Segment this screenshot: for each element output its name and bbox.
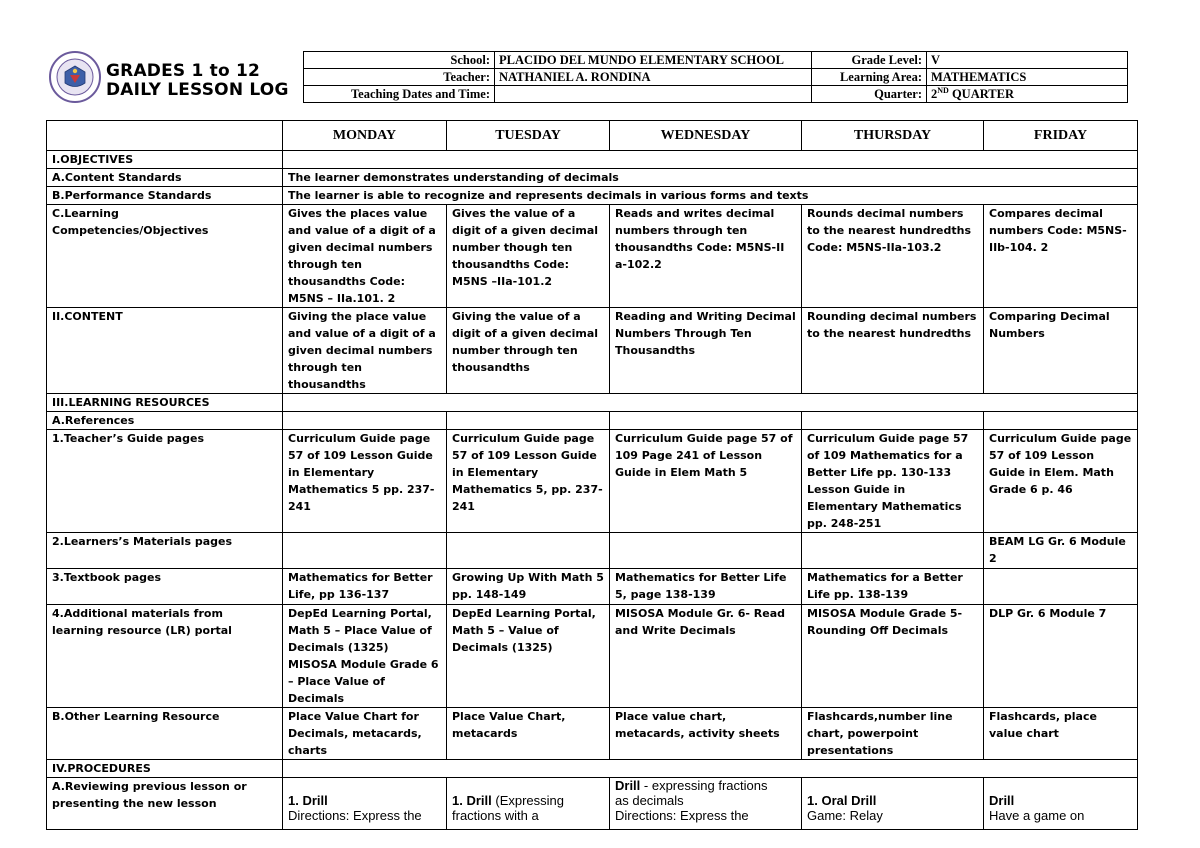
content-standards-row <box>47 169 1138 187</box>
lesson-log-table <box>46 120 1138 830</box>
performance-standards-row <box>47 187 1138 205</box>
lesson-log-header <box>46 50 1137 104</box>
additional-materials-monday: DepEd Learning Portal, Math 5 – Place Value of Decimals (1325) MISOSA Module Grade 6 – Place Value of Decimals <box>283 605 447 708</box>
other-resources-monday: Place Value Chart for Decimals, metacards, charts <box>283 708 447 760</box>
competency-thursday: Rounds decimal numbers to the nearest hundredths Code: M5NS-IIa-103.2 <box>802 205 984 308</box>
quarter-number: 2 <box>931 87 938 102</box>
content-label: II.CONTENT <box>47 308 283 394</box>
review-friday <box>984 778 1138 830</box>
competency-monday: Gives the places value and value of a digit of a given decimal numbers through ten thousandths Code: M5NS – IIa.101. 2 <box>283 205 447 308</box>
day-header-friday: FRIDAY <box>984 121 1138 151</box>
header-title-line2: DAILY LESSON LOG <box>106 80 289 100</box>
review-thursday <box>802 778 984 830</box>
content-row <box>47 308 1138 394</box>
learning-area-value: MATHEMATICS <box>927 69 1128 86</box>
review-tuesday-heading: 1. Drill <box>452 793 492 808</box>
additional-materials-wednesday: MISOSA Module Gr. 6- Read and Write Decimals <box>610 605 802 708</box>
review-thursday-heading: 1. Oral Drill <box>807 793 877 808</box>
competencies-label: C.Learning Competencies/Objectives <box>47 205 283 308</box>
review-wednesday-heading: Drill <box>615 778 641 793</box>
grade-level-label: Grade Level: <box>812 52 927 69</box>
learning-resources-heading: III.LEARNING RESOURCES <box>47 394 283 412</box>
review-tuesday-text2: fractions with a <box>452 808 539 823</box>
content-standards-text: The learner demonstrates understanding of decimals <box>283 169 1138 187</box>
objectives-blank <box>283 151 1138 169</box>
textbook-row <box>47 569 1138 605</box>
other-resources-label: B.Other Learning Resource <box>47 708 283 760</box>
learning-resources-blank <box>283 394 1138 412</box>
review-thursday-text: Game: Relay <box>807 808 883 823</box>
day-header-monday: MONDAY <box>283 121 447 151</box>
learners-materials-row <box>47 533 1138 569</box>
objectives-heading: I.OBJECTIVES <box>47 151 283 169</box>
competencies-row <box>47 205 1138 308</box>
references-thursday <box>802 412 984 430</box>
day-header-row <box>47 121 1138 151</box>
learners-materials-friday: BEAM LG Gr. 6 Module 2 <box>984 533 1138 569</box>
textbook-monday: Mathematics for Better Life, pp 136-137 <box>283 569 447 605</box>
review-wednesday-text2: as decimals <box>615 793 684 808</box>
learners-materials-label: 2.Learners’s Materials pages <box>47 533 283 569</box>
content-friday: Comparing Decimal Numbers <box>984 308 1138 394</box>
quarter-value <box>927 86 1128 103</box>
day-header-tuesday: TUESDAY <box>447 121 610 151</box>
teachers-guide-thursday: Curriculum Guide page 57 of 109 Mathematics for a Better Life pp. 130-133 Lesson Guide in Elementary Mathematics pp. 248-251 <box>802 430 984 533</box>
references-heading: A.References <box>47 412 283 430</box>
learners-materials-wednesday <box>610 533 802 569</box>
content-monday: Giving the place value and value of a digit of a given decimal numbers through ten thousandths <box>283 308 447 394</box>
references-wednesday <box>610 412 802 430</box>
review-label: A.Reviewing previous lesson or presenting the new lesson <box>47 778 283 830</box>
teacher-label: Teacher: <box>304 69 495 86</box>
teachers-guide-friday: Curriculum Guide page 57 of 109 Lesson Guide in Elem. Math Grade 6 p. 46 <box>984 430 1138 533</box>
learners-materials-tuesday <box>447 533 610 569</box>
procedures-heading: IV.PROCEDURES <box>47 760 283 778</box>
review-monday-text: Directions: Express the <box>288 808 422 823</box>
corner-cell <box>47 121 283 151</box>
other-resources-tuesday: Place Value Chart, metacards <box>447 708 610 760</box>
textbook-friday <box>984 569 1138 605</box>
review-wednesday-text1: - expressing fractions <box>640 778 768 793</box>
procedures-blank <box>283 760 1138 778</box>
other-resources-wednesday: Place value chart, metacards, activity sheets <box>610 708 802 760</box>
review-tuesday <box>447 778 610 830</box>
additional-materials-row <box>47 605 1138 708</box>
review-friday-heading: Drill <box>989 793 1015 808</box>
other-resources-friday: Flashcards, place value chart <box>984 708 1138 760</box>
textbook-thursday: Mathematics for a Better Life pp. 138-139 <box>802 569 984 605</box>
header-title-line1: GRADES 1 to 12 <box>106 61 261 81</box>
additional-materials-thursday: MISOSA Module Grade 5- Rounding Off Decimals <box>802 605 984 708</box>
textbook-label: 3.Textbook pages <box>47 569 283 605</box>
header-info-table <box>303 51 1128 103</box>
review-row <box>47 778 1138 830</box>
teachers-guide-wednesday: Curriculum Guide page 57 of 109 Page 241 of Lesson Guide in Elem Math 5 <box>610 430 802 533</box>
quarter-ordinal: ND <box>937 86 949 95</box>
performance-standards-label: B.Performance Standards <box>47 187 283 205</box>
content-standards-label: A.Content Standards <box>47 169 283 187</box>
teachers-guide-tuesday: Curriculum Guide page 57 of 109 Lesson Guide in Elementary Mathematics 5, pp. 237-241 <box>447 430 610 533</box>
deped-seal-icon <box>48 50 102 104</box>
content-wednesday: Reading and Writing Decimal Numbers Through Ten Thousandths <box>610 308 802 394</box>
teachers-guide-monday: Curriculum Guide page 57 of 109 Lesson Guide in Elementary Mathematics 5 pp. 237-241 <box>283 430 447 533</box>
competency-friday: Compares decimal numbers Code: M5NS-IIb-104. 2 <box>984 205 1138 308</box>
quarter-word: QUARTER <box>948 87 1015 102</box>
review-wednesday-text3: Directions: Express the <box>615 808 749 823</box>
additional-materials-label: 4.Additional materials from learning resource (LR) portal <box>47 605 283 708</box>
references-friday <box>984 412 1138 430</box>
references-monday <box>283 412 447 430</box>
teachers-guide-row <box>47 430 1138 533</box>
school-label: School: <box>304 52 495 69</box>
references-tuesday <box>447 412 610 430</box>
additional-materials-friday: DLP Gr. 6 Module 7 <box>984 605 1138 708</box>
learning-resources-row <box>47 394 1138 412</box>
competency-tuesday: Gives the value of a digit of a given decimal number though ten thousandths Code: M5NS –IIa-101.2 <box>447 205 610 308</box>
quarter-label: Quarter: <box>812 86 927 103</box>
review-tuesday-text1: (Expressing <box>491 793 564 808</box>
teaching-dates-value <box>495 86 812 103</box>
additional-materials-tuesday: DepEd Learning Portal, Math 5 – Value of Decimals (1325) <box>447 605 610 708</box>
objectives-row <box>47 151 1138 169</box>
review-wednesday <box>610 778 802 830</box>
other-resources-thursday: Flashcards,number line chart, powerpoint presentations <box>802 708 984 760</box>
review-monday-heading: 1. Drill <box>288 793 328 808</box>
learners-materials-thursday <box>802 533 984 569</box>
procedures-row <box>47 760 1138 778</box>
competency-wednesday: Reads and writes decimal numbers through ten thousandths Code: M5NS-II a-102.2 <box>610 205 802 308</box>
header-logo-box <box>46 50 298 104</box>
teachers-guide-label: 1.Teacher’s Guide pages <box>47 430 283 533</box>
textbook-wednesday: Mathematics for Better Life 5, page 138-139 <box>610 569 802 605</box>
performance-standards-text: The learner is able to recognize and represents decimals in various forms and texts <box>283 187 1138 205</box>
content-thursday: Rounding decimal numbers to the nearest hundredths <box>802 308 984 394</box>
learners-materials-monday <box>283 533 447 569</box>
grade-level-value: V <box>927 52 1128 69</box>
teaching-dates-label: Teaching Dates and Time: <box>304 86 495 103</box>
other-resources-row <box>47 708 1138 760</box>
textbook-tuesday: Growing Up With Math 5 pp. 148-149 <box>447 569 610 605</box>
day-header-thursday: THURSDAY <box>802 121 984 151</box>
references-row <box>47 412 1138 430</box>
school-value: PLACIDO DEL MUNDO ELEMENTARY SCHOOL <box>495 52 812 69</box>
teacher-value: NATHANIEL A. RONDINA <box>495 69 812 86</box>
day-header-wednesday: WEDNESDAY <box>610 121 802 151</box>
learning-area-label: Learning Area: <box>812 69 927 86</box>
review-friday-text: Have a game on <box>989 808 1085 823</box>
review-monday <box>283 778 447 830</box>
content-tuesday: Giving the value of a digit of a given decimal number through ten thousandths <box>447 308 610 394</box>
